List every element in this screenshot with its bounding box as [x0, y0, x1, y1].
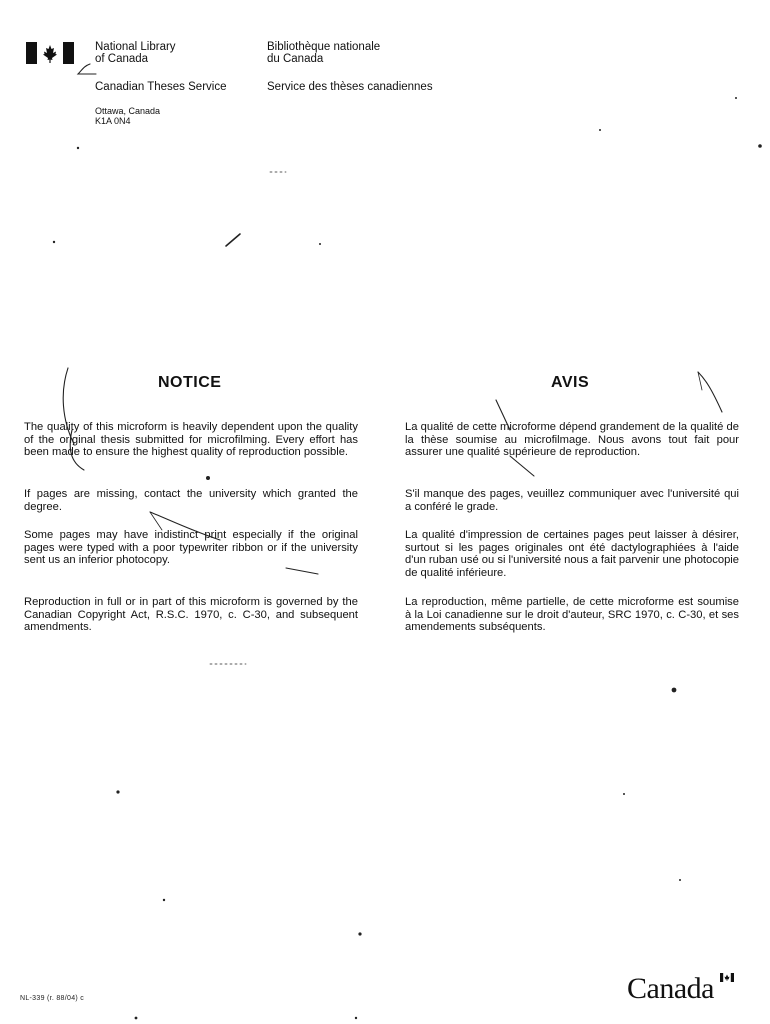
avis-paragraph-qualite: La qualité de cette microforme dépend grandement de la qualité de la thèse soumise au microfilmage. Nous avons tout fait pour assurer une qualité supérieure de reproduction.: [405, 421, 739, 459]
notice-paragraph-missing-pages: If pages are missing, contact the university which granted the degree.: [24, 488, 358, 513]
mini-flag-icon: [720, 973, 734, 982]
avis-paragraph-pages-manquantes: S'il manque des pages, veuillez communiquer avec l'université qui a conféré le grade.: [405, 488, 739, 513]
form-number: NL-339 (r. 88/04) c: [20, 995, 85, 1002]
avis-paragraph-impression: La qualité d'impression de certaines pages peut laisser à désirer, surtout si les pages originales ont été dactylographiées à l'aide d'un ruban usé ou si l'université nous a fait parvenir une photocopie de qualité inférieure.: [405, 529, 739, 579]
avis-heading: AVIS: [551, 374, 590, 391]
address-postal-code: K1A 0N4: [95, 116, 131, 126]
service-name-en: Canadian Theses Service: [95, 81, 227, 93]
canada-wordmark: Canada: [627, 972, 714, 1005]
notice-paragraph-indistinct-print: Some pages may have indistinct print especially if the original pages were typed with a poor typewriter ribbon or if the university sent us an inferior photocopy.: [24, 529, 358, 567]
library-country-en: of Canada: [95, 53, 149, 65]
address-city: Ottawa, Canada: [95, 106, 161, 116]
notice-heading: NOTICE: [158, 374, 222, 391]
notice-paragraph-quality: The quality of this microform is heavily dependent upon the quality of the original thesis submitted for microfilming. Every effort has been made to ensure the highest quality of reproduction possible.: [24, 421, 358, 459]
avis-paragraph-droit-auteur: La reproduction, même partielle, de cette microforme est soumise à la Loi canadienne sur le droit d'auteur, SRC 1970, c. C-30, et ses amendements subséquents.: [405, 596, 739, 634]
library-name-fr: Bibliothèque nationale: [267, 41, 381, 53]
notice-paragraph-copyright: Reproduction in full or in part of this microform is governed by the Canadian Copyright Act, R.S.C. 1970, c. C-30, and subsequent amendments.: [24, 596, 358, 634]
service-name-fr: Service des thèses canadiennes: [267, 81, 433, 93]
library-country-fr: du Canada: [267, 53, 324, 65]
library-name-en: National Library: [95, 41, 176, 53]
canadian-flag-icon: [26, 42, 74, 64]
